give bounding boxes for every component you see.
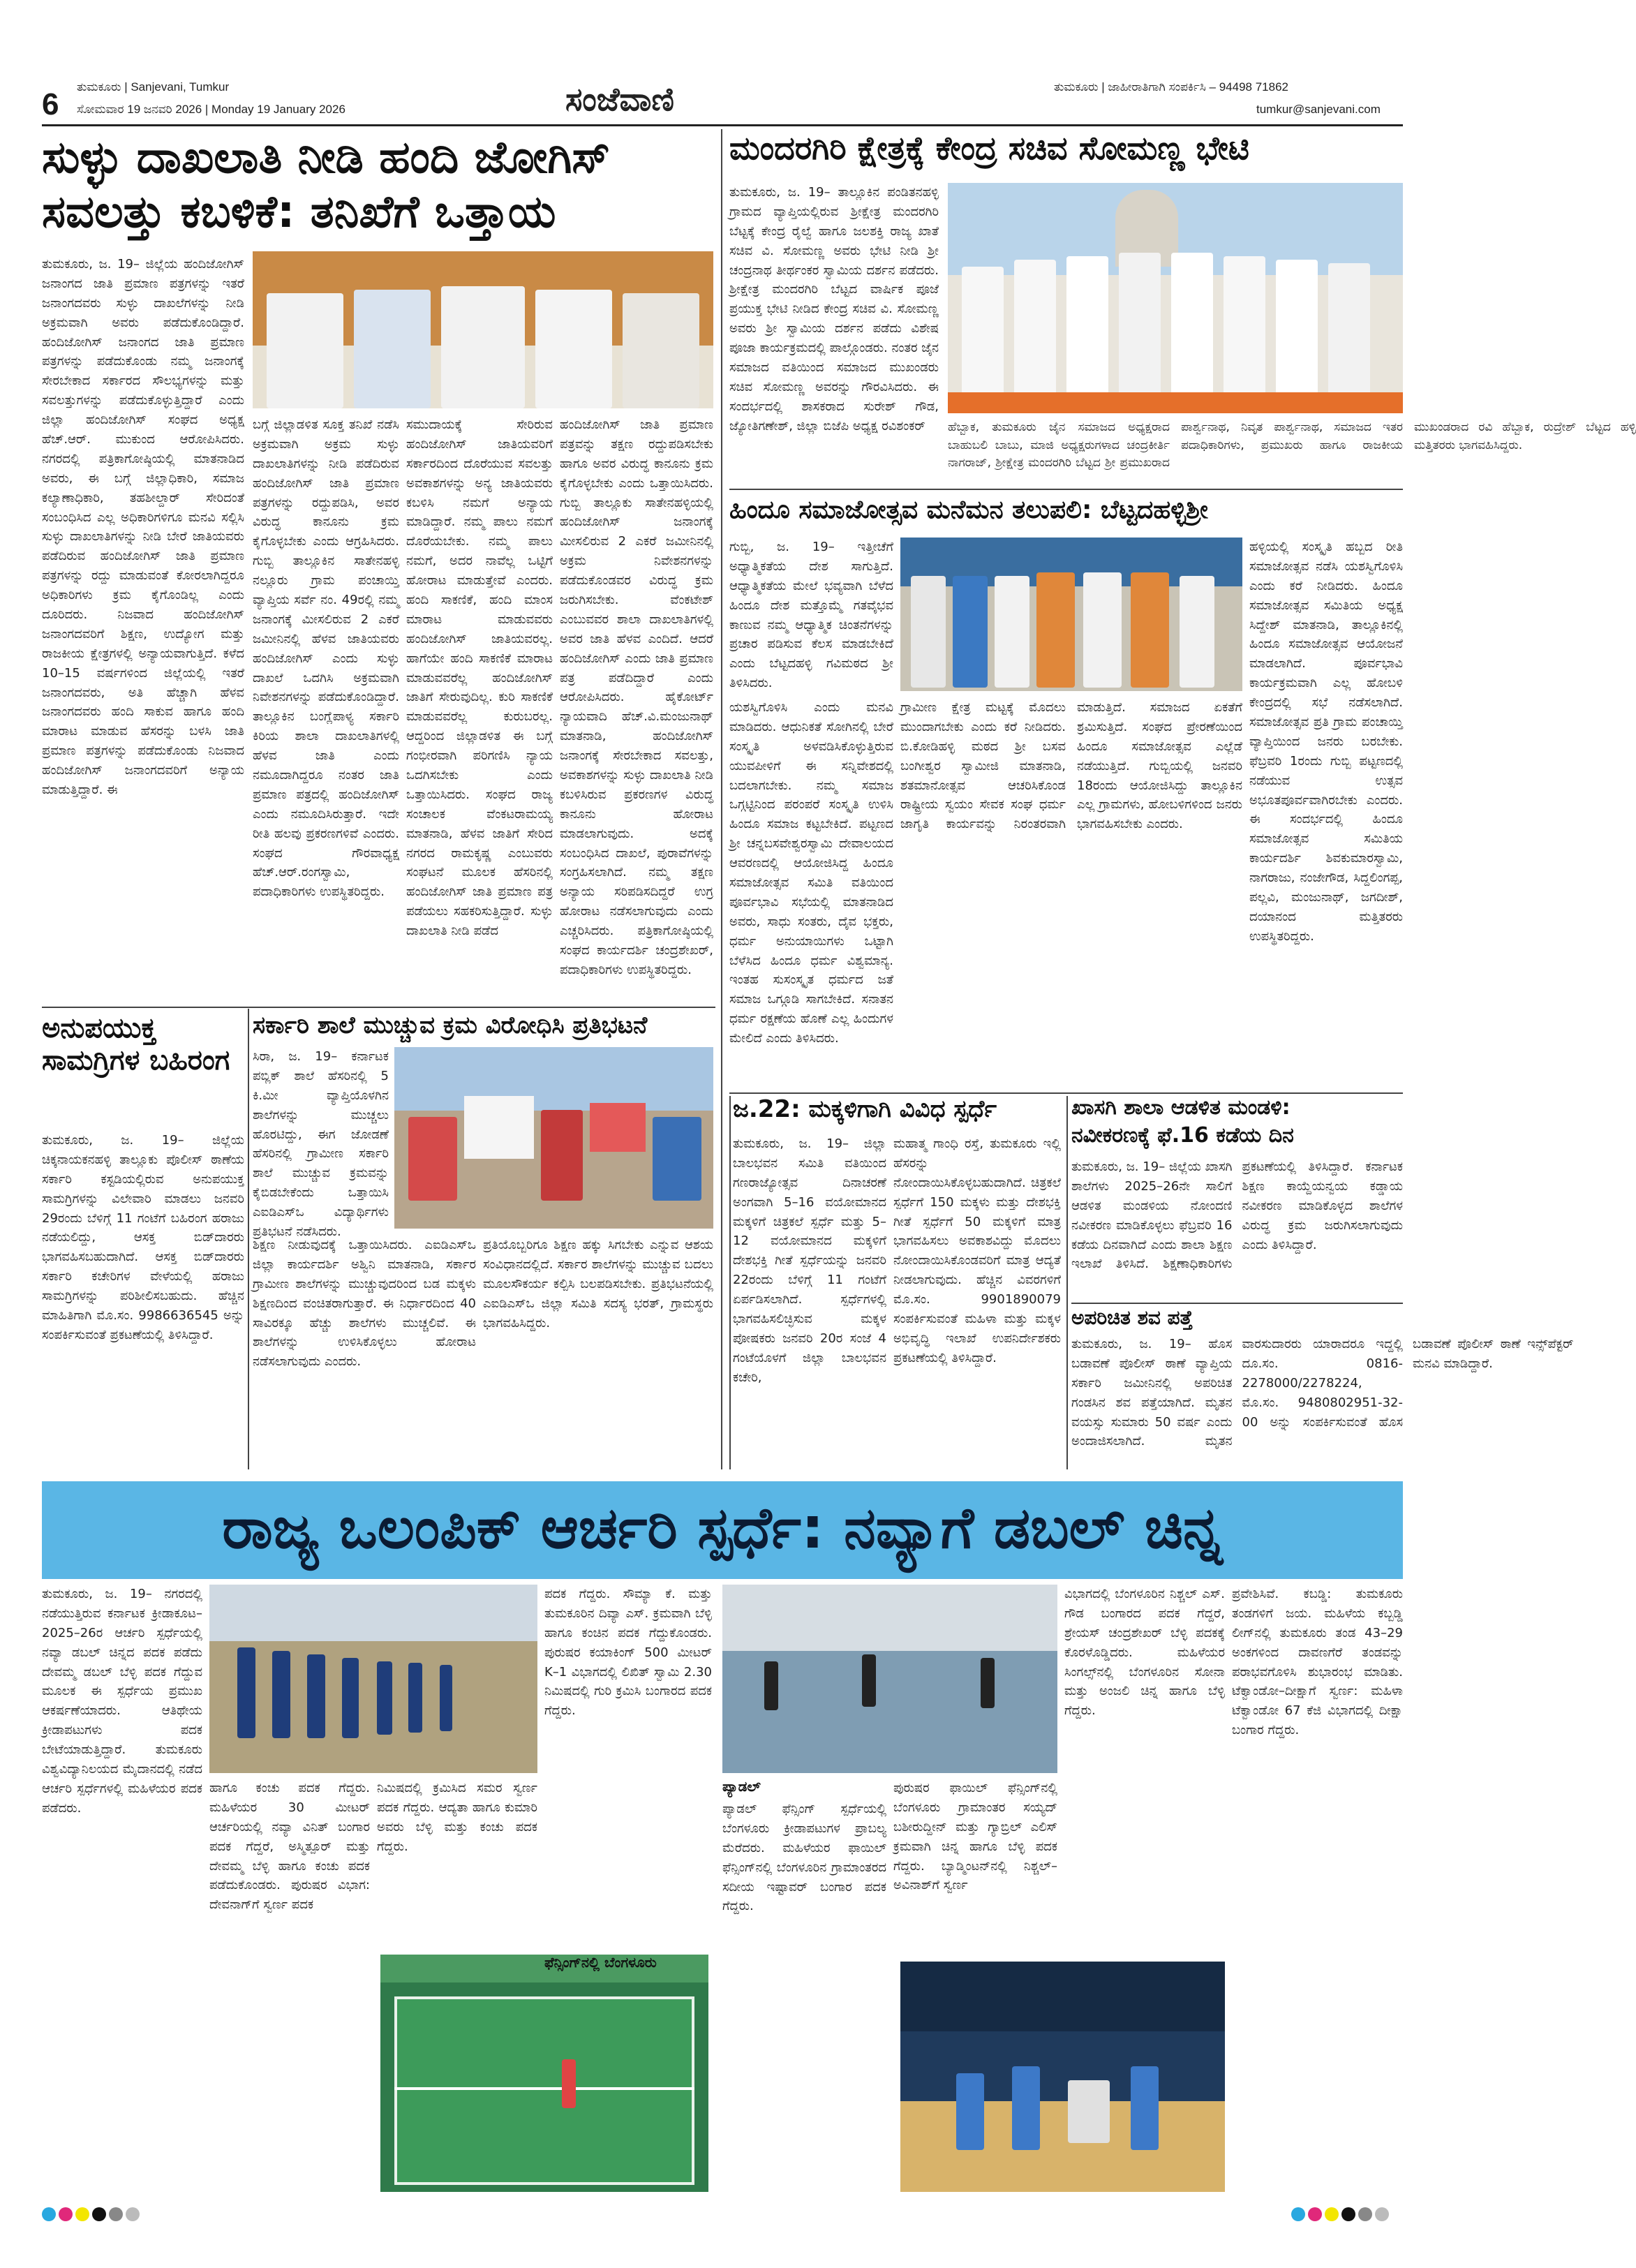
reg-mark-yellow	[75, 2207, 89, 2221]
hog-press-photo	[253, 251, 713, 408]
hindu-photo	[900, 538, 1242, 691]
olympics-sub-fencing: ಫೆನ್ಸಿಂಗ್‌ನಲ್ಲಿ ಬೆಂಗಳೂರು	[544, 1954, 657, 1971]
kabaddi-photo	[900, 1962, 1225, 2192]
hindu-col1-top: ಗುಬ್ಬಿ, ಜ. 19– ಇತ್ತೀಚೆಗೆ ಅಧ್ಯಾತ್ಮಿಕತೆಯ ದೇಶ ಸಾಗುತ್ತಿದೆ. ಆಧ್ಯಾತ್ಮಿಕತೆಯ ಮೇಲೆ ಭವ್ಯವಾಗಿ ಬೆಳೆದ ಹಿಂದೂ ದೇಶ ಮತ್ತೊಮ್ಮೆ ಗತವೈಭವ ಕಾಣುವ ನಮ್ಮ ಆಧ್ಯಾತ್ಮಿಕ ಚಿಂತನೆಗಳನ್ನು ಪ್ರಚಾರ ಪಡಿಸುವ ಕೆಲಸ ಮಾಡಬೇಕಿದೆ ಎಂದು ಬೆಟ್ಟದಹಳ್ಳಿ ಗವಿಮಠದ ಶ್ರೀ ತಿಳಿಸಿದರು.	[729, 540, 893, 691]
paddle-photo	[722, 1585, 1057, 1773]
hindu-col3: ಹಳ್ಳಿಯಲ್ಲಿ ಸಂಸ್ಕೃತಿ ಹಬ್ಬದ ರೀತಿ ಸಮಾಜೋತ್ಸವ ನಡೆಸಿ ಯಶಸ್ವಿಗೊಳಿಸಿ ಎಂದು ಕರೆ ನೀಡಿದರು. ಹಿಂದೂ ಸಮಾಜೋತ್ಸವ ಸಮಿತಿಯ ಅಧ್ಯಕ್ಷ ಸಿದ್ದೇಶ್ ಮಾತನಾಡಿ, ತಾಲ್ಲೂಕಿನಲ್ಲಿ ಹಿಂದೂ ಸಮಾಜೋತ್ಸವ ಆಯೋಜನೆ ಮಾಡಲಾಗಿದೆ. ಪೂರ್ವಭಾವಿ ಕಾರ್ಯಕ್ರಮವಾಗಿ ಎಲ್ಲ ಹೋಬಳಿ ಕೇಂದ್ರದಲ್ಲಿ ಸಭೆ ನಡೆಸಲಾಗಿದೆ. ಸಮಾಜೋತ್ಸವ ಪ್ರತಿ ಗ್ರಾಮ ಪಂಚಾಯ್ತಿ ವ್ಯಾಪ್ತಿಯಿಂದ ಜನರು ಬರಬೇಕು. ಫೆಬ್ರವರಿ 1ರಂದು ಗುಬ್ಬಿ ಪಟ್ಟಣದಲ್ಲಿ ನಡೆಯುವ ಉತ್ಸವ ಅಭೂತಪೂರ್ವವಾಗಿರಬೇಕು ಎಂದರು. ಈ ಸಂದರ್ಭದಲ್ಲಿ ಹಿಂದೂ ಸಮಾಜೋತ್ಸವ ಸಮಿತಿಯ ಕಾರ್ಯದರ್ಶಿ ಶಿವಕುಮಾರಸ್ವಾಮಿ, ನಾಗರಾಜು, ನಂಜೇಗೌಡ, ಸಿದ್ದಲಿಂಗಪ್ಪ, ಪಲ್ಲವಿ, ಮಂಜುನಾಥ್, ಜಗದೀಶ್, ದಯಾನಂದ ಮತ್ತಿತರರು ಉಪಸ್ಥಿತರಿದ್ದರು.	[1249, 540, 1403, 944]
reg-mark-black	[1341, 2207, 1355, 2221]
reg-mark-yellow	[1325, 2207, 1339, 2221]
section-rule	[729, 1092, 1403, 1094]
masthead-logo: ಸಂಜೆವಾಣಿ	[565, 80, 674, 118]
reg-mark-gray	[109, 2207, 123, 2221]
reg-mark-gray	[1358, 2207, 1372, 2221]
reg-mark-light	[126, 2207, 140, 2221]
section-rule	[42, 1007, 715, 1008]
hindu-col2: ಗ್ರಾಮೀಣ ಕ್ಷೇತ್ರ ಮಟ್ಟಕ್ಕೆ ಮೊದಲು ಮುಂದಾಗಬೇಕು ಎಂದು ಕರೆ ನೀಡಿದರು. ಬಿ.ಕೋಡಿಹಳ್ಳಿ ಮಠದ ಶ್ರೀ ಬಸವ ಬಂಗೀಶ್ವರ ಸ್ವಾಮೀಜಿ ಮಾತನಾಡಿ, ಶತಮಾನೋತ್ಸವ ಆಚರಿಸಿಕೊಂಡ ರಾಷ್ಟ್ರೀಯ ಸ್ವಯಂ ಸೇವಕ ಸಂಘ ಧರ್ಮ ಜಾಗೃತಿ ಕಾರ್ಯವನ್ನು ನಿರಂತರವಾಗಿ ಮಾಡುತ್ತಿದೆ. ಸಮಾಜದ ಏಕತೆಗೆ ಶ್ರಮಿಸುತ್ತಿದೆ. ಸಂಘದ ಪ್ರೇರಣೆಯಿಂದ ಹಿಂದೂ ಸಮಾಜೋತ್ಸವ ಎಲ್ಲೆಡೆ ನಡೆಯುತ್ತಿದೆ. ಗುಬ್ಬಿಯಲ್ಲಿ ಜನವರಿ 18ರಂದು ಆಯೋಜಿಸಿದ್ದು ತಾಲ್ಲೂಕಿನ ಎಲ್ಲ ಗ್ರಾಮಗಳು, ಹೋಬಳಿಗಳಿಂದ ಜನರು ಭಾಗವಹಿಸಬೇಕು ಎಂದರು.	[900, 700, 1242, 832]
somanna-caption: ಹೆಬ್ಬಾಕ, ತುಮಕೂರು ಜೈನ ಸಮಾಜದ ಅಧ್ಯಕ್ಷರಾದ ಬಾಹುಬಲಿ ಬಾಬು, ಮಾಜಿ ಅಧ್ಯಕ್ಷರುಗಳಾದ ಚಂದ್ರಕೀರ್ತಿ ನಾಗರಾಜ್, ಶ್ರೀಕ್ಷೇತ್ರ ಮಂದರಗಿರಿ ಬೆಟ್ಟದ ಶ್ರೀ ಪ್ರಮುಖರಾದ ಪಾರ್ಶ್ವನಾಥ, ನಿವೃತ ಪಾರ್ಶ್ವನಾಥ, ಸಮಾಜದ ಇತರ ಪದಾಧಿಕಾರಿಗಳು, ಪ್ರಮುಖರು ಹಾಗೂ ರಾಜಕೀಯ ಮುಖಂಡರಾದ ರವಿ ಹೆಬ್ಬಾಕ, ರುದ್ರೇಶ್ ಬೆಟ್ಟದ ಹಳ್ಳಿ ಮತ್ತಿತರರು ಭಾಗವಹಿಸಿದ್ದರು.	[948, 420, 1636, 470]
school-col2: ಪ್ರತಿಯೊಬ್ಬರಿಗೂ ಶಿಕ್ಷಣ ಹಕ್ಕು ಸಿಗಬೇಕು ಎನ್ನುವ ಆಶಯ ಸಂವಿಧಾನದಲ್ಲಿದೆ. ಸರ್ಕಾರ ಶಾಲೆಗಳನ್ನು ಮುಚ್ಚುವ ಬದಲು ಮೂಲಸೌಕರ್ಯ ಕಲ್ಪಿಸಿ ಬಲಪಡಿಸಬೇಕು. ಪ್ರತಿಭಟನೆಯಲ್ಲಿ ಎಐಡಿಎಸ್‌ಒ ಜಿಲ್ಲಾ ಸಮಿತಿ ಸದಸ್ಯ ಭರತ್, ಗ್ರಾಮಸ್ಥರು ಭಾಗವಹಿಸಿದ್ದರು.	[483, 1238, 713, 1331]
hog-col2: ಬಗ್ಗೆ ಜಿಲ್ಲಾಡಳಿತ ಸೂಕ್ತ ತನಿಖೆ ನಡೆಸಿ ಅಕ್ರಮವಾಗಿ ಅಕ್ರಮ ಸುಳ್ಳು ದಾಖಲಾತಿಗಳನ್ನು ನೀಡಿ ಪಡೆದಿರುವ ಹಂದಿಜೋಗಿಸ್ ಜಾತಿ ಪ್ರಮಾಣ ಪತ್ರಗಳನ್ನು ರದ್ದುಪಡಿಸಿ, ಅವರ ವಿರುದ್ಧ ಕಾನೂನು ಕ್ರಮ ಕೈಗೊಳ್ಳಬೇಕು ಎಂದು ಆಗ್ರಹಿಸಿದರು. ಗುಬ್ಬಿ ತಾಲ್ಲೂಕಿನ ಸಾತೇನಹಳ್ಳಿ ನಲ್ಲೂರು ಗ್ರಾಮ ಪಂಚಾಯ್ತಿ ವ್ಯಾಪ್ತಿಯ ಸರ್ವೆ ನಂ. 49ರಲ್ಲಿ ನಮ್ಮ ಜನಾಂಗಕ್ಕೆ ಮೀಸಲಿರುವ 2 ಎಕರೆ ಜಮೀನಿನಲ್ಲಿ ಹೆಳವ ಜಾತಿಯವರು ಹಂದಿಜೋಗಿಸ್ ಎಂದು ಸುಳ್ಳು ದಾಖಲೆ ಒದಗಿಸಿ ಅಕ್ರಮವಾಗಿ ನಿವೇಶನಗಳನ್ನು ಪಡೆದುಕೊಂಡಿದ್ದಾರೆ. ತಾಲ್ಲೂಕಿನ ಬಂಗ್ಲೆಪಾಳ್ಯ ಸರ್ಕಾರಿ ಕಿರಿಯ ಶಾಲಾ ದಾಖಲಾತಿಗಳಲ್ಲಿ ಹೆಳವ ಜಾತಿ ಎಂದು ನಮೂದಾಗಿದ್ದರೂ ನಂತರ ಜಾತಿ ಪ್ರಮಾಣ ಪತ್ರದಲ್ಲಿ ಹಂದಿಜೋಗಿಸ್ ಎಂದು ನಮೂದಿಸಿರುತ್ತಾರೆ. ಇದೇ ರೀತಿ ಹಲವು ಪ್ರಕರಣಗಳಿವೆ ಎಂದರು. ಸಂಘದ ಗೌರವಾಧ್ಯಕ್ಷ ಹೆಚ್.ಆರ್.ರಂಗಸ್ವಾಮಿ, ಪದಾಧಿಕಾರಿಗಳು ಉಪಸ್ಥಿತರಿದ್ದರು.	[253, 417, 399, 900]
header-location: ತುಮಕೂರು | Sanjevani, Tumkur	[77, 80, 230, 94]
page-header	[42, 80, 1403, 122]
column-divider	[729, 1096, 731, 1469]
private-school-headline-2: ನವೀಕರಣಕ್ಕೆ ಫೆ.16 ಕಡೆಯ ದಿನ	[1071, 1123, 1294, 1148]
header-date: ಸೋಮವಾರ 19 ಜನವರಿ 2026 | Monday 19 January 2026	[77, 103, 345, 116]
header-rule	[42, 124, 1403, 126]
competition-headline: ಜ.22: ಮಕ್ಕಳಿಗಾಗಿ ವಿವಿಧ ಸ್ಪರ್ಧೆ	[733, 1095, 997, 1123]
somanna-photo	[948, 183, 1403, 413]
olympics-col2-top: ಹಾಗೂ ಕಂಚು ಪದಕ ಗೆದ್ದರು. ಮಹಿಳೆಯರ 30 ಮೀಟರ್ ಆರ್ಚರಿಯಲ್ಲಿ ನವ್ಯಾ ವಿನಿತ್ ಬಂಗಾರ ಪದಕ ಗೆದ್ದರೆ, ಅಸ್ಮಿತ್ಪೂರ್ ಮತ್ತು ದೇವಮ್ಮ ಬೆಳ್ಳಿ ಹಾಗೂ ಕಂಚು ಪದಕ ಪಡೆದುಕೊಂಡರು. ಪುರುಷರ ವಿಭಾಗ: ದೇವನಾಗ್‌ಗೆ ಸ್ವರ್ಣ ಪದಕ	[209, 1781, 370, 1913]
competition-col2: ಮಹಾತ್ಮ ಗಾಂಧಿ ರಸ್ತೆ, ತುಮಕೂರು ಇಲ್ಲಿ ಹೆಸರನ್ನು ನೋಂದಾಯಿಸಿಕೊಳ್ಳಬಹುದಾಗಿದೆ. ಚಿತ್ರಕಲೆ ಸ್ಪರ್ಧೆಗೆ 150 ಮಕ್ಕಳು ಮತ್ತು ದೇಶಭಕ್ತಿ ಗೀತೆ ಸ್ಪರ್ಧೆಗೆ 50 ಮಕ್ಕಳಿಗೆ ಮಾತ್ರ ಭಾಗವಹಿಸಲು ಅವಕಾಶವಿದ್ದು ಮೊದಲು ನೋಂದಾಯಿಸಿಕೊಂಡವರಿಗೆ ಮಾತ್ರ ಆದ್ಯತೆ ನೀಡಲಾಗುವುದು. ಹೆಚ್ಚಿನ ವಿವರಗಳಿಗೆ ಮೊ.ಸಂ. 9901890079 ಸಂಪರ್ಕಿಸುವಂತೆ ಮಹಿಳಾ ಮತ್ತು ಮಕ್ಕಳ ಅಭಿವೃದ್ಧಿ ಇಲಾಖೆ ಉಪನಿರ್ದೇಶಕರು ಪ್ರಕಟಣೆಯಲ್ಲಿ ತಿಳಿಸಿದ್ದಾರೆ.	[893, 1136, 1061, 1365]
olympics-col2-mid: ನಿಮಿಷದಲ್ಲಿ ಕ್ರಮಿಸಿದ ಸಮರ ಸ್ವರ್ಣ ಪದಕ ಗೆದ್ದರು. ಆದ್ಯತಾ ಹಾಗೂ ಕುಮಾರಿ ಅವರು ಬೆಳ್ಳಿ ಮತ್ತು ಕಂಚು ಪದಕ ಗೆದ್ದರು.	[377, 1781, 537, 1854]
olympics-banner	[42, 1481, 1403, 1579]
olympics-col6: ವಿಭಾಗದಲ್ಲಿ ಬೆಂಗಳೂರಿನ ನಿಶ್ಚಲ್ ಎಸ್. ಗೌಡ ಬಂಗಾರದ ಪದಕ ಗೆದ್ದರೆ, ಶ್ರೇಯಸ್ ಚಂದ್ರಶೇಖರ್ ಬೆಳ್ಳಿ ಪದಕಕ್ಕೆ ಕೊರಳೊಡ್ಡಿದರು. ಮಹಿಳೆಯರ ಸಿಂಗಲ್ಸ್‌ನಲ್ಲಿ ಬೆಂಗಳೂರಿನ ಸೋನಾ ಮತ್ತು ಅಂಜಲಿ ಚಿನ್ನ ಹಾಗೂ ಬೆಳ್ಳಿ ಗೆದ್ದರು.	[1064, 1587, 1225, 1719]
school-top: ಸಿರಾ, ಜ. 19– ಕರ್ನಾಟಕ ಪಬ್ಲಿಕ್ ಶಾಲೆ ಹೆಸರಿನಲ್ಲಿ 5 ಕಿ.ಮೀ ವ್ಯಾಪ್ತಿಯೊಳಗಿನ ಶಾಲೆಗಳನ್ನು ಮುಚ್ಚಲು ಹೊರಟಿದ್ದು, ಈಗ ಜೋಡಣೆ ಹೆಸರಿನಲ್ಲಿ ಗ್ರಾಮೀಣ ಸರ್ಕಾರಿ ಶಾಲೆ ಮುಚ್ಚುವ ಕ್ರಮವನ್ನು ಕೈಬಿಡಬೇಕೆಂದು ಒತ್ತಾಯಿಸಿ ಎಐಡಿಎಸ್‌ಒ ವಿದ್ಯಾರ್ಥಿಗಳು ಪ್ರತಿಭಟನೆ ನಡೆಸಿದರು.	[253, 1049, 389, 1240]
hog-headline-2: ಸವಲತ್ತು ಕಬಳಿಕೆ: ತನಿಖೆಗೆ ಒತ್ತಾಯ	[42, 186, 556, 238]
reg-mark-light	[1375, 2207, 1389, 2221]
column-divider	[721, 129, 722, 1469]
somanna-body: ತುಮಕೂರು, ಜ. 19– ತಾಲ್ಲೂಕಿನ ಪಂಡಿತನಹಳ್ಳಿ ಗ್ರಾಮದ ವ್ಯಾಪ್ತಿಯಲ್ಲಿರುವ ಶ್ರೀಕ್ಷೇತ್ರ ಮಂದರಗಿರಿ ಬೆಟ್ಟಕ್ಕೆ ಕೇಂದ್ರ ರೈಲ್ವೆ ಹಾಗೂ ಜಲಶಕ್ತಿ ರಾಜ್ಯ ಖಾತೆ ಸಚಿವ ವಿ. ಸೋಮಣ್ಣ ಅವರು ಭೇಟಿ ನೀಡಿ ಶ್ರೀ ಚಂದ್ರನಾಥ ತೀರ್ಥಂಕರ ಸ್ವಾಮಿಯ ದರ್ಶನ ಪಡೆದರು. ಶ್ರೀಕ್ಷೇತ್ರ ಮಂದರಗಿರಿ ಬೆಟ್ಟದ ವಾರ್ಷಿಕ ಪೂಜೆ ಪ್ರಯುಕ್ತ ಭೇಟಿ ನೀಡಿದ ಕೇಂದ್ರ ಸಚಿವ ವಿ. ಸೋಮಣ್ಣ ಅವರು ಶ್ರೀ ಸ್ವಾಮಿಯ ದರ್ಶನ ಪಡೆದು ವಿಶೇಷ ಪೂಜಾ ಕಾರ್ಯಕ್ರಮದಲ್ಲಿ ಪಾಲ್ಗೊಂಡರು. ನಂತರ ಜೈನ ಸಮಾಜದ ವತಿಯಿಂದ ಸಮಾಜದ ಮುಖಂಡರು ಸಚಿವ ಸೋಮಣ್ಣ ಅವರನ್ನು ಗೌರವಿಸಿದರು. ಈ ಸಂದರ್ಭದಲ್ಲಿ ಶಾಸಕರಾದ ಸುರೇಶ್ ಗೌಡ, ಜ್ಯೋತಿಗಣೇಶ್, ಜಿಲ್ಲಾ ಬಿಜೆಪಿ ಅಧ್ಯಕ್ಷ ರವಿಶಂಕರ್	[729, 185, 939, 433]
reg-mark-cyan	[1291, 2207, 1305, 2221]
absent-body: ತುಮಕೂರು, ಜ. 19– ಜಿಲ್ಲೆಯ ಚಿಕ್ಕನಾಯಕನಹಳ್ಳಿ ತಾಲ್ಲೂಕು ಪೊಲೀಸ್ ಠಾಣೆಯ ಸರ್ಕಾರಿ ಕಸ್ಟಡಿಯಲ್ಲಿರುವ ಅನುಪಯುಕ್ತ ಸಾಮಗ್ರಿಗಳನ್ನು ವಿಲೇವಾರಿ ಮಾಡಲು ಜನವರಿ 29ರಂದು ಬೆಳಿಗ್ಗೆ 11 ಗಂಟೆಗೆ ಬಹಿರಂಗ ಹರಾಜು ನಡೆಯಲಿದ್ದು, ಆಸಕ್ತ ಬಿಡ್‌ದಾರರು ಭಾಗವಹಿಸಬಹುದಾಗಿದೆ. ಆಸಕ್ತ ಬಿಡ್‌ದಾರರು ಸರ್ಕಾರಿ ಕಚೇರಿಗಳ ವೇಳೆಯಲ್ಲಿ ಹರಾಜು ಸಾಮಗ್ರಿಗಳನ್ನು ಪರಿಶೀಲಿಸಬಹುದು. ಹೆಚ್ಚಿನ ಮಾಹಿತಿಗಾಗಿ ಮೊ.ಸಂ. 9986636545 ಅನ್ನು ಸಂಪರ್ಕಿಸುವಂತೆ ಪ್ರಕಟಣೆಯಲ್ಲಿ ತಿಳಿಸಿದ್ದಾರೆ.	[42, 1133, 244, 1342]
school-protest-photo	[394, 1047, 713, 1229]
hog-col3: ಸಮುದಾಯಕ್ಕೆ ಸೇರಿರುವ ಹಂದಿಜೋಗಿಸ್ ಜಾತಿಯವರಿಗೆ ಸರ್ಕಾರದಿಂದ ದೊರೆಯುವ ಸವಲತ್ತು ಅವಕಾಶಗಳನ್ನು ಅನ್ಯ ಜಾತಿಯವರು ಕಬಳಿಸಿ ನಮಗೆ ಅನ್ಯಾಯ ಮಾಡಿದ್ದಾರೆ. ನಮ್ಮ ಪಾಲು ನಮಗೆ ದೊರೆಯಬೇಕು. ನಮ್ಮ ಪಾಲು ನಮಗೆ, ಅದರ ನಾವೆಲ್ಲ ಒಟ್ಟಿಗೆ ಹೋರಾಟ ಮಾಡುತ್ತೇವೆ ಎಂದರು. ಹಂದಿ ಸಾಕಣಿಕೆ, ಹಂದಿ ಮಾಂಸ ಮಾರಾಟ ಮಾಡುವವರು ಹಂದಿಜೋಗಿಸ್ ಜಾತಿಯವರಲ್ಲ. ಹಾಗೆಯೇ ಹಂದಿ ಸಾಕಣಿಕೆ ಮಾರಾಟ ಮಾಡುವವರೆಲ್ಲ ಹಂದಿಜೋಗಿಸ್ ಜಾತಿಗೆ ಸೇರುವುದಿಲ್ಲ. ಕುರಿ ಸಾಕಣಿಕೆ ಮಾಡುವವರೆಲ್ಲ ಕುರುಬರಲ್ಲ. ಆದ್ದರಿಂದ ಜಿಲ್ಲಾಡಳಿತ ಈ ಬಗ್ಗೆ ಗಂಭೀರವಾಗಿ ಪರಿಗಣಿಸಿ ನ್ಯಾಯ ಒದಗಿಸಬೇಕು ಎಂದು ಒತ್ತಾಯಿಸಿದರು. ಸಂಘದ ರಾಜ್ಯ ಸಂಚಾಲಕ ವೆಂಕಟರಾಮಯ್ಯ ಮಾತನಾಡಿ, ಹೆಳವ ಜಾತಿಗೆ ಸೇರಿದ ನಗರದ ರಾಮಕೃಷ್ಣ ಎಂಬುವರು ಸಂಘಟನೆ ಮೂಲಕ ಹೆಸರಿನಲ್ಲಿ ಹಂದಿಜೋಗಿಸ್ ಜಾತಿ ಪ್ರಮಾಣ ಪತ್ರ ಪಡೆಯಲು ಸಹಕರಿಸುತ್ತಿದ್ದಾರೆ. ಸುಳ್ಳು ದಾಖಲಾತಿ ನೀಡಿ ಪಡೆದ	[406, 417, 553, 939]
olympics-col3: ಪದಕ ಗೆದ್ದರು. ಸೌಮ್ಯಾ ಕೆ. ಮತ್ತು ತುಮಕೂರಿನ ದಿವ್ಯಾ ಎಸ್. ಕ್ರಮವಾಗಿ ಬೆಳ್ಳಿ ಹಾಗೂ ಕಂಚಿನ ಪದಕ ಗೆದ್ದುಕೊಂಡರು. ಪುರುಷರ ಕಯಾಕಿಂಗ್ 500 ಮೀಟರ್ K–1 ವಿಭಾಗದಲ್ಲಿ ಲಿಖಿತ್ ಸ್ವಾಮಿ 2.30 ನಿಮಿಷದಲ್ಲಿ ಗುರಿ ಕ್ರಮಿಸಿ ಬಂಗಾರದ ಪದಕ ಗೆದ್ದರು.	[544, 1587, 712, 1719]
olympics-headline: ರಾಜ್ಯ ಒಲಂಪಿಕ್ ಆರ್ಚರಿ ಸ್ಪರ್ಧೆ: ನವ್ಯಾಗೆ ಡಬಲ್ ಚಿನ್ನ	[222, 1495, 1223, 1562]
column-divider	[1066, 1096, 1068, 1469]
reg-mark-black	[92, 2207, 106, 2221]
private-school-body: ತುಮಕೂರು, ಜ. 19– ಜಿಲ್ಲೆಯ ಖಾಸಗಿ ಶಾಲೆಗಳು 2025–26ನೇ ಸಾಲಿಗೆ ಆಡಳಿತ ಮಂಡಳಿಯ ನೋಂದಣಿ ನವೀಕರಣ ಮಾಡಿಕೊಳ್ಳಲು ಫೆಬ್ರವರಿ 16 ಕಡೆಯ ದಿನವಾಗಿದೆ ಎಂದು ಶಾಲಾ ಶಿಕ್ಷಣ ಇಲಾಖೆ ತಿಳಿಸಿದೆ. ಶಿಕ್ಷಣಾಧಿಕಾರಿಗಳು ಪ್ರಕಟಣೆಯಲ್ಲಿ ತಿಳಿಸಿದ್ದಾರೆ. ಕರ್ನಾಟಕ ಶಿಕ್ಷಣ ಕಾಯ್ದೆಯನ್ವಯ ಕಡ್ಡಾಯ ನವೀಕರಣ ಮಾಡಿಕೊಳ್ಳದ ಶಾಲೆಗಳ ವಿರುದ್ಧ ಕ್ರಮ ಜರುಗಿಸಲಾಗುವುದು ಎಂದು ತಿಳಿಸಿದ್ದಾರೆ.	[1071, 1159, 1403, 1272]
absent-headline: ಅನುಪಯುಕ್ತ ಸಾಮಗ್ರಿಗಳ ಬಹಿರಂಗ	[42, 1012, 230, 1076]
unknown-body-text: ತುಮಕೂರು, ಜ. 19– ಹೊಸ ಬಡಾವಣೆ ಪೊಲೀಸ್ ಠಾಣೆ ವ್ಯಾಪ್ತಿಯ ಸರ್ಕಾರಿ ಜಮೀನಿನಲ್ಲಿ ಅಪರಿಚಿತ ಗಂಡಸಿನ ಶವ ಪತ್ತೆಯಾಗಿದೆ. ಮೃತನ ವಯಸ್ಸು ಸುಮಾರು 50 ವರ್ಷ ಎಂದು ಅಂದಾಜಿಸಲಾಗಿದೆ. ಮೃತನ ವಾರಸುದಾರರು ಯಾರಾದರೂ ಇದ್ದಲ್ಲಿ ದೂ.ಸಂ. 0816-2278000/2278224, ಮೊ.ಸಂ. 9480802951-32-00 ಅನ್ನು ಸಂಪರ್ಕಿಸುವಂತೆ ಹೊಸ ಬಡಾವಣೆ ಪೊಲೀಸ್ ಠಾಣೆ ಇನ್ಸ್‌ಪೆಕ್ಟರ್ ಮನವಿ ಮಾಡಿದ್ದಾರೆ.	[1071, 1337, 1574, 1449]
unknown-body-headline: ಅಪರಿಚಿತ ಶವ ಪತ್ತೆ	[1071, 1306, 1193, 1329]
column-divider	[248, 1009, 249, 1469]
school-headline: ಸರ್ಕಾರಿ ಶಾಲೆ ಮುಚ್ಚುವ ಕ್ರಮ ವಿರೋಧಿಸಿ ಪ್ರತಿಭಟನೆ	[253, 1011, 648, 1039]
header-contact: ತುಮಕೂರು | ಜಾಹೀರಾತಿಗಾಗಿ ಸಂಪರ್ಕಿಸಿ – 94498 71862	[1054, 80, 1288, 94]
section-rule	[1071, 1303, 1403, 1304]
olympics-col7: ಪ್ರವೇಶಿಸಿವೆ. ಕಬಡ್ಡಿ: ತುಮಕೂರು ತಂಡಗಳಿಗೆ ಜಯ. ಮಹಿಳೆಯ ಕಬ್ಬಡ್ಡಿ ಲೀಗ್‌ನಲ್ಲಿ ತುಮಕೂರು ತಂಡ 43–29 ಅಂಕಗಳಿಂದ ದಾವಣಗೆರೆ ತಂಡವನ್ನು ಪರಾಭವಗೊಳಿಸಿ ಶುಭಾರಂಭ ಮಾಡಿತು. ಟೆಕ್ವಾಂಡೋ–ದೀಕ್ಷಾಗೆ ಸ್ವರ್ಣ: ಮಹಿಳಾ ಟೆಕ್ವಾಂಡೋ 67 ಕೆಜಿ ವಿಭಾಗದಲ್ಲಿ ದೀಕ್ಷಾ ಬಂಗಾರ ಗೆದ್ದರು.	[1232, 1587, 1403, 1738]
reg-mark-magenta	[1308, 2207, 1322, 2221]
hindu-headline: ಹಿಂದೂ ಸಮಾಜೋತ್ಸವ ಮನೆಮನ ತಲುಪಲಿ: ಬೆಟ್ಟದಹಳ್ಳಿಶ್ರೀ	[729, 496, 1208, 524]
olympics-col4: ಪ್ಯಾಡಲ್ ಫೆನ್ಸಿಂಗ್ ಸ್ಪರ್ಧೆಯಲ್ಲಿ ಬೆಂಗಳೂರು ಕ್ರೀಡಾಪಟುಗಳ ಪ್ರಾಬಲ್ಯ ಮೆರೆದರು. ಮಹಿಳೆಯರ ಫಾಯಿಲ್ ಫೆನ್ಸಿಂಗ್‌ನಲ್ಲಿ ಬೆಂಗಳೂರಿನ ಗ್ರಾಮಾಂತರದ ಸದೀಯ ಇಷ್ಟಾವರ್ ಬಂಗಾರ ಪದಕ ಗೆದ್ದರು.	[722, 1802, 886, 1914]
olympics-sub-paddle: ಪ್ಯಾಡಲ್	[722, 1778, 761, 1795]
hog-headline-1: ಸುಳ್ಳು ದಾಖಲಾತಿ ನೀಡಿ ಹಂದಿ ಜೋಗಿಸ್	[42, 132, 611, 184]
hog-col1: ತುಮಕೂರು, ಜ. 19– ಜಿಲ್ಲೆಯ ಹಂದಿಜೋಗಿಸ್ ಜನಾಂಗದ ಜಾತಿ ಪ್ರಮಾಣ ಪತ್ರಗಳನ್ನು ಇತರೆ ಜನಾಂಗದವರು ಸುಳ್ಳು ದಾಖಲೆಗಳನ್ನು ನೀಡಿ ಅಕ್ರಮವಾಗಿ ಅವರು ಪಡೆದುಕೊಂಡಿದ್ದಾರೆ. ಹಂದಿಜೋಗಿಸ್ ಜನಾಂಗದ ಜಾತಿ ಪ್ರಮಾಣ ಪತ್ರಗಳನ್ನು ಪಡೆದುಕೊಂಡು ನಮ್ಮ ಜನಾಂಗಕ್ಕೆ ಸೇರಬೇಕಾದ ಸರ್ಕಾರದ ಸೌಲಭ್ಯಗಳನ್ನು ಮತ್ತು ಸವಲತ್ತುಗಳನ್ನು ಪಡೆದುಕೊಳ್ಳುತ್ತಿದ್ದಾರೆ ಎಂದು ಜಿಲ್ಲಾ ಹಂದಿಜೋಗಿಸ್ ಸಂಘದ ಅಧ್ಯಕ್ಷ ಹೆಚ್.ಆರ್. ಮುಕುಂದ ಆರೋಪಿಸಿದರು. ನಗರದಲ್ಲಿ ಪತ್ರಿಕಾಗೋಷ್ಠಿಯಲ್ಲಿ ಮಾತನಾಡಿದ ಅವರು, ಈ ಬಗ್ಗೆ ಜಿಲ್ಲಾಧಿಕಾರಿ, ಸಮಾಜ ಕಲ್ಯಾಣಾಧಿಕಾರಿ, ತಹಶೀಲ್ದಾರ್ ಸೇರಿದಂತೆ ಸಂಬಂಧಿಸಿದ ಎಲ್ಲ ಅಧಿಕಾರಿಗಳಿಗೂ ಮನವಿ ಸಲ್ಲಿಸಿ ಸುಳ್ಳು ದಾಖಲಾತಿಗಳನ್ನು ನೀಡಿ ಬೇರೆ ಜಾತಿಯವರು ಪಡೆದಿರುವ ಹಂದಿಜೋಗಿಸ್ ಜಾತಿ ಪ್ರಮಾಣ ಪತ್ರಗಳನ್ನು ರದ್ದು ಮಾಡುವಂತೆ ಕೋರಲಾಗಿದ್ದರೂ ಅಧಿಕಾರಿಗಳು ಕ್ರಮ ಕೈಗೊಂಡಿಲ್ಲ ಎಂದು ದೂರಿದರು. ನಿಜವಾದ ಹಂದಿಜೋಗಿಸ್ ಜನಾಂಗದವರಿಗೆ ಶಿಕ್ಷಣ, ಉದ್ಯೋಗ ಮತ್ತು ರಾಜಕೀಯ ಕ್ಷೇತ್ರಗಳಲ್ಲಿ ಅನ್ಯಾಯವಾಗುತ್ತಿದೆ. ಕಳೆದ 10–15 ವರ್ಷಗಳಿಂದ ಜಿಲ್ಲೆಯಲ್ಲಿ ಇತರೆ ಜನಾಂಗದವರು, ಅತಿ ಹೆಚ್ಚಾಗಿ ಹೆಳವ ಜನಾಂಗದವರು ಹಂದಿ ಸಾಕುವ ಹಾಗೂ ಹಂದಿ ಮಾರಾಟ ಮಾಡುವ ಹೆಸರನ್ನು ಬಳಸಿ ಜಾತಿ ಪ್ರಮಾಣ ಪತ್ರಗಳನ್ನು ಪಡೆದುಕೊಂಡು ನಿಜವಾದ ಹಂದಿಜೋಗಿಸ್ ಜನಾಂಗದವರಿಗೆ ಅನ್ಯಾಯ ಮಾಡುತ್ತಿದ್ದಾರೆ. ಈ	[42, 257, 244, 798]
somanna-headline: ಮಂದರಗಿರಿ ಕ್ಷೇತ್ರಕ್ಕೆ ಕೇಂದ್ರ ಸಚಿವ ಸೋಮಣ್ಣ ಭೇಟಿ	[729, 129, 1249, 167]
archery-photo	[209, 1585, 537, 1773]
hog-col4: ಹಂದಿಜೋಗಿಸ್ ಜಾತಿ ಪ್ರಮಾಣ ಪತ್ರವನ್ನು ತಕ್ಷಣ ರದ್ದುಪಡಿಸಬೇಕು ಹಾಗೂ ಅವರ ವಿರುದ್ಧ ಕಾನೂನು ಕ್ರಮ ಕೈಗೊಳ್ಳಬೇಕು ಎಂದು ಒತ್ತಾಯಿಸಿದರು. ಗುಬ್ಬಿ ತಾಲ್ಲೂಕು ಸಾತೇನಹಳ್ಳಿಯಲ್ಲಿ ಹಂದಿಜೋಗಿಸ್ ಜನಾಂಗಕ್ಕೆ ಮೀಸಲಿರುವ 2 ಎಕರೆ ಜಮೀನಿನಲ್ಲಿ ಅಕ್ರಮ ನಿವೇಶನಗಳನ್ನು ಪಡೆದುಕೊಂಡವರ ವಿರುದ್ಧ ಕ್ರಮ ಜರುಗಿಸಬೇಕು. ವೆಂಕಟೇಶ್ ಎಂಬುವವರ ಶಾಲಾ ದಾಖಲಾತಿಗಳಲ್ಲಿ ಅವರ ಜಾತಿ ಹೆಳವ ಎಂದಿದೆ. ಆದರೆ ಹಂದಿಜೋಗಿಸ್ ಎಂದು ಜಾತಿ ಪ್ರಮಾಣ ಪತ್ರ ಪಡೆದಿದ್ದಾರೆ ಎಂದು ಆರೋಪಿಸಿದರು. ಹೈಕೋರ್ಟ್ ನ್ಯಾಯವಾದಿ ಹೆಚ್.ವಿ.ಮಂಜುನಾಥ್ ಮಾತನಾಡಿ, ಹಂದಿಜೋಗಿಸ್ ಜನಾಂಗಕ್ಕೆ ಸೇರಬೇಕಾದ ಸವಲತ್ತು, ಅವಕಾಶಗಳನ್ನು ಸುಳ್ಳು ದಾಖಲಾತಿ ನೀಡಿ ಕಬಳಿಸಿರುವ ಪ್ರಕರಣಗಳ ವಿರುದ್ಧ ಕಾನೂನು ಹೋರಾಟ ಮಾಡಲಾಗುವುದು. ಅದಕ್ಕೆ ಸಂಬಂಧಿಸಿದ ದಾಖಲೆ, ಪುರಾವೆಗಳನ್ನು ಸಂಗ್ರಹಿಸಲಾಗಿದೆ. ನಮ್ಮ ತಕ್ಷಣ ಅನ್ಯಾಯ ಸರಿಪಡಿಸದಿದ್ದರೆ ಉಗ್ರ ಹೋರಾಟ ನಡೆಸಲಾಗುವುದು ಎಂದು ಎಚ್ಚರಿಸಿದರು. ಪತ್ರಿಕಾಗೋಷ್ಠಿಯಲ್ಲಿ ಸಂಘದ ಕಾರ್ಯದರ್ಶಿ ಚಂದ್ರಶೇಖರ್, ಪದಾಧಿಕಾರಿಗಳು ಉಪಸ್ಥಿತರಿದ್ದರು.	[560, 417, 713, 977]
olympics-col5: ಪುರುಷರ ಫಾಯಿಲ್ ಫೆನ್ಸಿಂಗ್‌ನಲ್ಲಿ ಬೆಂಗಳೂರು ಗ್ರಾಮಾಂತರ ಸಯ್ಯದ್ ಬಶೀರುದ್ದೀನ್ ಮತ್ತು ಗ್ಯಾಬ್ರಿಲ್ ಎಲಿಸ್ ಕ್ರಮವಾಗಿ ಚಿನ್ನ ಹಾಗೂ ಬೆಳ್ಳಿ ಪದಕ ಗೆದ್ದರು. ಬ್ಯಾಡ್ಮಿಂಟನ್‌ನಲ್ಲಿ ನಿಶ್ಚಲ್–ಅವಿನಾಶ್‌ಗೆ ಸ್ವರ್ಣ	[893, 1781, 1057, 1893]
section-rule	[729, 489, 1403, 490]
page-number: 6	[42, 87, 59, 121]
hindu-col1: ಯಶಸ್ವಿಗೊಳಿಸಿ ಎಂದು ಮನವಿ ಮಾಡಿದರು. ಆಧುನಿಕತೆ ಸೋಗಿನಲ್ಲಿ ಬೇರೆ ಸಂಸ್ಕೃತಿ ಅಳವಡಿಸಿಕೊಳ್ಳುತ್ತಿರುವ ಯುವಪೀಳಿಗೆ ಈ ಸನ್ನಿವೇಶದಲ್ಲಿ ಬದಲಾಗಬೇಕು. ನಮ್ಮ ಸಮಾಜ ಒಗ್ಗಟ್ಟಿನಿಂದ ಪರಂಪರೆ ಸಂಸ್ಕೃತಿ ಉಳಿಸಿ ಹಿಂದೂ ಸಮಾಜ ಕಟ್ಟಬೇಕಿದೆ. ಪಟ್ಟಣದ ಶ್ರೀ ಚನ್ನಬಸವೇಶ್ವರಸ್ವಾಮಿ ದೇವಾಲಯದ ಆವರಣದಲ್ಲಿ ಆಯೋಜಿಸಿದ್ದ ಹಿಂದೂ ಸಮಾಜೋತ್ಸವ ಸಮಿತಿ ವತಿಯಿಂದ ಪೂರ್ವಭಾವಿ ಸಭೆಯಲ್ಲಿ ಮಾತನಾಡಿದ ಅವರು, ಸಾಧು ಸಂತರು, ದೈವ ಭಕ್ತರು, ಧರ್ಮ ಅನುಯಾಯಿಗಳು ಒಟ್ಟಾಗಿ ಬೆಳೆಸಿದ ಹಿಂದೂ ಧರ್ಮ ವಿಶ್ವಮಾನ್ಯ. ಇಂತಹ ಸುಸಂಸ್ಕೃತ ಧರ್ಮದ ಜತೆ ಸಮಾಜ ಒಗ್ಗೂಡಿ ಸಾಗಬೇಕಿದೆ. ಸನಾತನ ಧರ್ಮ ರಕ್ಷಣೆಯ ಹೊಣೆ ಎಲ್ಲ ಹಿಂದುಗಳ ಮೇಲಿದೆ ಎಂದು ತಿಳಿಸಿದರು.	[729, 700, 893, 1046]
reg-mark-cyan	[42, 2207, 56, 2221]
header-email[interactable]: tumkur@sanjevani.com	[1256, 103, 1381, 116]
olympics-col1: ತುಮಕೂರು, ಜ. 19– ನಗರದಲ್ಲಿ ನಡೆಯುತ್ತಿರುವ ಕರ್ನಾಟಕ ಕ್ರೀಡಾಕೂಟ–2025–26ರ ಆರ್ಚರಿ ಸ್ಪರ್ಧೆಯಲ್ಲಿ ನವ್ಯಾ ಡಬಲ್ ಚಿನ್ನದ ಪದಕ ಪಡೆದು ದೇವಮ್ಮ ಡಬಲ್ ಬೆಳ್ಳಿ ಪದಕ ಗೆದ್ದುವ ಮೂಲಕ ಈ ಸ್ಪರ್ಧೆಯ ಪ್ರಮುಖ ಆಕರ್ಷಣೆಯಾದರು. ಆತಿಥೇಯ ಕ್ರೀಡಾಪಟುಗಳು ಪದಕ ಬೇಟೆಯಾಡುತ್ತಿದ್ದಾರೆ. ತುಮಕೂರು ವಿಶ್ವವಿದ್ಯಾನಿಲಯದ ಮೈದಾನದಲ್ಲಿ ನಡೆದ ಆರ್ಚರಿ ಸ್ಪರ್ಧೆಗಳಲ್ಲಿ ಮಹಿಳೆಯರ ಪದಕ ಪಡೆದರು.	[42, 1587, 202, 1816]
tennis-photo	[380, 1955, 708, 2192]
reg-mark-magenta	[59, 2207, 73, 2221]
school-col1: ಶಿಕ್ಷಣ ನೀಡುವುದಕ್ಕೆ ಒತ್ತಾಯಿಸಿದರು. ಎಐಡಿಎಸ್‌ಒ ಜಿಲ್ಲಾ ಕಾರ್ಯದರ್ಶಿ ಅಶ್ವಿನಿ ಮಾತನಾಡಿ, ಸರ್ಕಾರ ಗ್ರಾಮೀಣ ಶಾಲೆಗಳನ್ನು ಮುಚ್ಚುವುದರಿಂದ ಬಡ ಮಕ್ಕಳು ಶಿಕ್ಷಣದಿಂದ ವಂಚಿತರಾಗುತ್ತಾರೆ. ಈ ನಿರ್ಧಾರದಿಂದ 40 ಸಾವಿರಕ್ಕೂ ಹೆಚ್ಚು ಶಾಲೆಗಳು ಮುಚ್ಚಲಿವೆ. ಈ ಶಾಲೆಗಳನ್ನು ಉಳಿಸಿಕೊಳ್ಳಲು ಹೋರಾಟ ನಡೆಸಲಾಗುವುದು ಎಂದರು.	[253, 1238, 476, 1370]
competition-col1: ತುಮಕೂರು, ಜ. 19– ಜಿಲ್ಲಾ ಬಾಲಭವನ ಸಮಿತಿ ವತಿಯಿಂದ ಗಣರಾಜ್ಯೋತ್ಸವ ದಿನಾಚರಣೆ ಅಂಗವಾಗಿ 5–16 ವಯೋಮಾನದ ಮಕ್ಕಳಿಗೆ ಚಿತ್ರಕಲೆ ಸ್ಪರ್ಧೆ ಮತ್ತು 5–12 ವಯೋಮಾನದ ಮಕ್ಕಳಿಗೆ ದೇಶಭಕ್ತಿ ಗೀತೆ ಸ್ಪರ್ಧೆಯನ್ನು ಜನವರಿ 22ರಂದು ಬೆಳಿಗ್ಗೆ 11 ಗಂಟೆಗೆ ಏರ್ಪಡಿಸಲಾಗಿದೆ. ಸ್ಪರ್ಧೆಗಳಲ್ಲಿ ಭಾಗವಹಿಸಲಿಚ್ಛಿಸುವ ಮಕ್ಕಳ ಪೋಷಕರು ಜನವರಿ 20ರ ಸಂಜೆ 4 ಗಂಟೆಯೊಳಗೆ ಜಿಲ್ಲಾ ಬಾಲಭವನ ಕಚೇರಿ,	[733, 1136, 886, 1385]
private-school-headline-1: ಖಾಸಗಿ ಶಾಲಾ ಆಡಳಿತ ಮಂಡಳಿ:	[1071, 1095, 1291, 1120]
